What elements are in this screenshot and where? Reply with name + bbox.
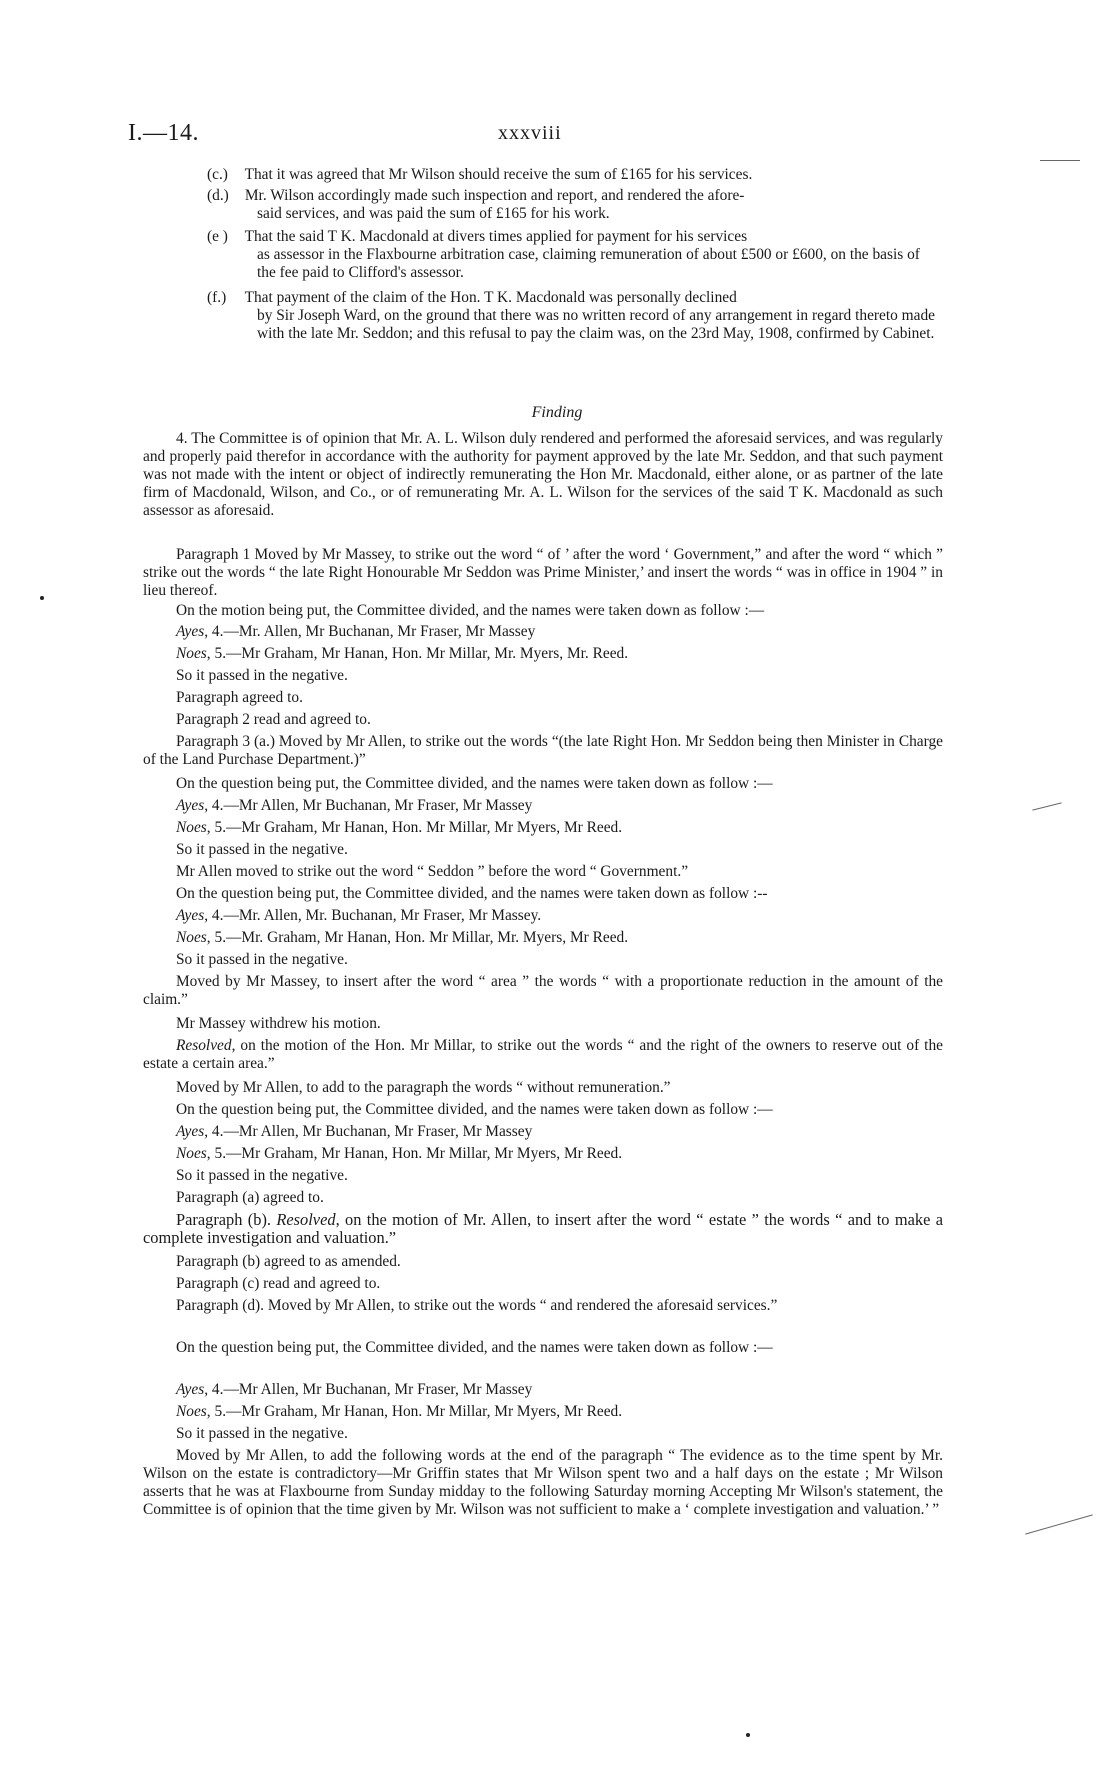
result-line: So it passed in the negative. [176,951,348,968]
item-label: (f.) [207,289,227,306]
item-continuation: as assessor in the Flaxbourne arbitration case, claiming remuneration of about £500 or £600, on the basis of the fee paid to Clifford's assessor. [257,246,920,281]
ayes-names: , 4.—Mr Allen, Mr Buchanan, Mr Fraser, Mr Massey [204,1123,533,1140]
paragraph-b-prefix: Paragraph (b). [176,1210,277,1229]
noes-label: Noes [176,1145,207,1162]
result-line: So it passed in the negative. [176,1425,348,1442]
scan-dot [746,1733,750,1737]
division-line: On the question being put, the Committee divided, and the names were taken down as follow :— [176,1101,773,1118]
noes-names: , 5.—Mr Graham, Mr Hanan, Hon. Mr Millar, Mr. Myers, Mr. Reed. [206,645,629,662]
agreed-line: Paragraph (b) agreed to as amended. [176,1253,401,1270]
division-line: On the question being put, the Committee divided, and the names were taken down as follow :-- [176,885,768,902]
ayes-line [176,1381,532,1399]
item-label: (e ) [207,228,228,245]
agreed-line: Paragraph 2 read and agreed to. [176,711,371,728]
paragraph-b-text: , on the motion of Mr. Allen, to insert after the word “ estate ” the words “ and to make a complete investigation and valuation.” [143,1210,943,1247]
ayes-line [176,1123,532,1141]
motion-paragraph-1: Paragraph 1 Moved by Mr Massey, to strike out the word “ of ’ after the word ‘ Government,” and after the word “ which ” strike out the words “ the late Right Honourable Mr Seddon was Prime Minister,’ and insert the words “ was in office in 1904 ” in lieu thereof. [143,546,943,599]
ayes-line [176,623,535,641]
motion-paragraph-area: Moved by Mr Massey, to insert after the word “ area ” the words “ with a proportionate reduction in the amount of the claim.” [143,973,943,1008]
list-item [207,166,942,184]
noes-line [176,929,628,947]
paper-reference: I.—14. [128,120,199,146]
division-paragraph: On the question being put, the Committee divided, and the names were taken down as follow :— [176,1339,773,1356]
noes-line [176,1145,622,1163]
list-item [207,228,942,282]
result-line: So it passed in the negative. [176,841,348,858]
resolved-text: , on the motion of the Hon. Mr Millar, to strike out the words “ and the right of the owners to reserve out of the estate a certain area.” [143,1037,943,1072]
noes-line [176,645,628,663]
motion-line: Mr Allen moved to strike out the word “ Seddon ” before the word “ Government.” [176,863,689,880]
division-line: On the motion being put, the Committee divided, and the names were taken down as follow :— [176,602,765,619]
ayes-label: Ayes [176,797,205,814]
noes-label: Noes [176,929,207,946]
noes-label: Noes [176,645,207,662]
result-line: So it passed in the negative. [176,667,348,684]
item-text: That payment of the claim of the Hon. T K. Macdonald was personally declined [244,289,737,306]
noes-line [176,819,622,837]
agreed-line: Paragraph (a) agreed to. [176,1189,324,1206]
ayes-names: , 4.—Mr. Allen, Mr. Buchanan, Mr Fraser, Mr Massey. [204,907,542,924]
division-line: On the question being put, the Committee divided, and the names were taken down as follow :— [176,775,773,792]
noes-names: , 5.—Mr Graham, Mr Hanan, Hon. Mr Millar, Mr Myers, Mr Reed. [206,1403,623,1420]
noes-line [176,1403,622,1421]
motion-paragraph-3a: Paragraph 3 (a.) Moved by Mr Allen, to strike out the words “(the late Right Hon. Mr Seddon being then Minister in Charge of the Land Purchase Department.)” [143,733,943,768]
resolved-label: Resolved [176,1037,232,1054]
result-line: So it passed in the negative. [176,1167,348,1184]
noes-label: Noes [176,819,207,836]
ayes-line [176,797,532,815]
agreed-line: Paragraph (c) read and agreed to. [176,1275,381,1292]
resolved-paragraph-b [143,1211,943,1247]
item-continuation: by Sir Joseph Ward, on the ground that there was no written record of any arrangement in regard thereto made with the late Mr. Seddon; and this refusal to pay the claim was, on the 23rd May, 1908, confirmed by Cabinet. [257,307,936,342]
noes-label: Noes [176,1403,207,1420]
ayes-names: , 4.—Mr Allen, Mr Buchanan, Mr Fraser, Mr Massey [204,1381,533,1398]
ayes-line [176,907,541,925]
scan-dot [40,596,44,600]
scan-mark [1025,1514,1093,1534]
noes-names: , 5.—Mr. Graham, Mr Hanan, Hon. Mr Millar, Mr. Myers, Mr Reed. [206,929,629,946]
item-continuation: said services, and was paid the sum of £165 for his work. [257,205,610,222]
item-label: (d.) [207,187,229,204]
resolved-label: Resolved [276,1210,336,1229]
scan-mark [1040,160,1080,161]
item-text: That it was agreed that Mr Wilson should receive the sum of £165 for his services. [244,166,753,183]
list-item [207,289,942,343]
noes-names: , 5.—Mr Graham, Mr Hanan, Hon. Mr Millar, Mr Myers, Mr Reed. [206,1145,623,1162]
list-item [207,187,942,223]
ayes-label: Ayes [176,1381,205,1398]
item-text: That the said T K. Macdonald at divers times applied for payment for his services [244,228,748,245]
motion-paragraph-d: Paragraph (d). Moved by Mr Allen, to strike out the words “ and rendered the aforesaid services.” [176,1297,778,1314]
item-label: (c.) [207,166,228,183]
item-text: Mr. Wilson accordingly made such inspection and report, and rendered the afore- [244,187,745,204]
finding-paragraph: 4. The Committee is of opinion that Mr. A. L. Wilson duly rendered and performed the aforesaid services, and was regularly and properly paid therefor in accordance with the authority for payment approved by the late Mr. Seddon, and that such payment was not made with the intent or object of indirectly remunerating the Hon Mr. Macdonald, either alone, or as partner of the late firm of Macdonald, Wilson, and Co., or of remunerating Mr. A. L. Wilson for the services of the said T K. Macdonald as such assessor as aforesaid. [143,430,943,519]
noes-names: , 5.—Mr Graham, Mr Hanan, Hon. Mr Millar, Mr Myers, Mr Reed. [206,819,623,836]
final-motion-paragraph: Moved by Mr Allen, to add the following words at the end of the paragraph “ The evidence as to the time spent by Mr. Wilson on the estate is contradictory—Mr Griffin states that Mr Wilson spent two and a half days on the estate ; Mr Wilson asserts that he was at Flaxbourne from Sunday midday to the following Saturday morning Accepting Mr Wilson's statement, the Committee is of opinion that the time given by Mr. Wilson was not sufficient to make a ‘ complete investigation and valuation.’ ” [143,1447,943,1518]
ayes-label: Ayes [176,623,205,640]
motion-line: Moved by Mr Allen, to add to the paragraph the words “ without remuneration.” [176,1079,671,1096]
ayes-names: , 4.—Mr Allen, Mr Buchanan, Mr Fraser, Mr Massey [204,797,533,814]
agreed-line: Paragraph agreed to. [176,689,303,706]
section-heading: Finding [531,404,583,421]
ayes-label: Ayes [176,907,205,924]
ayes-names: , 4.—Mr. Allen, Mr Buchanan, Mr Fraser, Mr Massey [204,623,536,640]
page-number: xxxviii [498,122,562,144]
resolved-paragraph [143,1037,943,1073]
withdrawal-line: Mr Massey withdrew his motion. [176,1015,381,1032]
ayes-label: Ayes [176,1123,205,1140]
scan-mark [1032,802,1061,810]
